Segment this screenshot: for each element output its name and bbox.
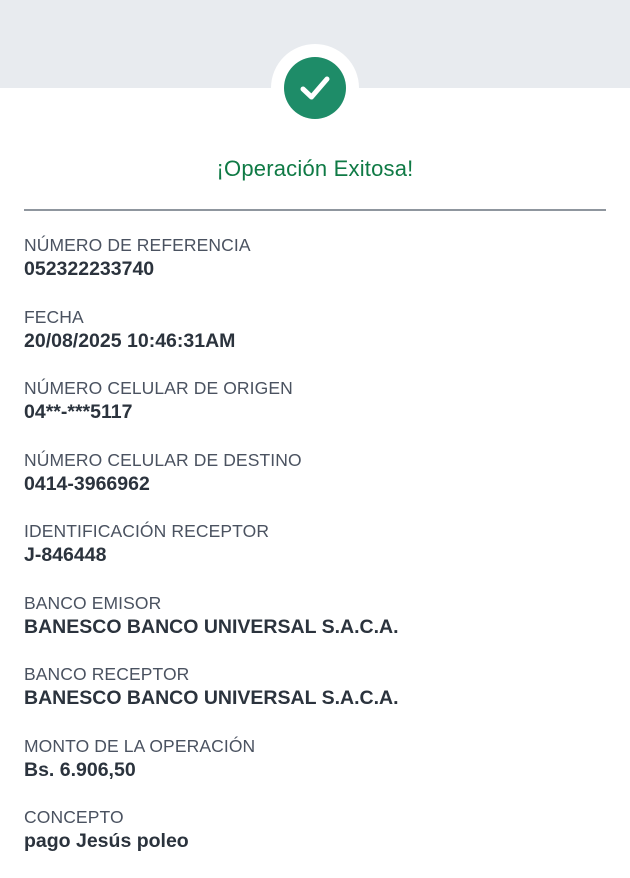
field-label: BANCO EMISOR [24, 592, 162, 613]
field-value: J-846448 [24, 544, 107, 566]
field-amount [24, 735, 606, 807]
field-value: 04**-***5117 [24, 401, 133, 423]
field-origin-phone [24, 377, 606, 449]
field-concept [24, 806, 606, 878]
field-issuing-bank [24, 592, 606, 664]
field-label: CONCEPTO [24, 807, 124, 827]
field-label: NÚMERO CELULAR DE ORIGEN [24, 378, 293, 398]
field-value: BANESCO BANCO UNIVERSAL S.A.C.A. [24, 687, 399, 709]
field-receiver-id [24, 520, 606, 592]
field-label: NÚMERO DE REFERENCIA [24, 235, 251, 255]
field-value: Bs. 6.906,50 [24, 758, 136, 781]
check-icon [295, 68, 335, 108]
field-label: NÚMERO CELULAR DE DESTINO [24, 449, 302, 470]
field-date [24, 306, 606, 378]
receipt-details [24, 234, 606, 878]
field-label: FECHA [24, 306, 84, 327]
field-value: 052322233740 [24, 258, 155, 280]
field-reference-number [24, 234, 606, 306]
field-receiving-bank [24, 663, 606, 735]
divider [24, 209, 606, 211]
field-value: pago Jesús poleo [24, 830, 189, 852]
field-value: 20/08/2025 10:46:31AM [24, 329, 236, 352]
field-value: BANESCO BANCO UNIVERSAL S.A.C.A. [24, 615, 399, 638]
field-label: BANCO RECEPTOR [24, 664, 190, 684]
field-value: 0414-3966962 [24, 472, 150, 495]
field-label: IDENTIFICACIÓN RECEPTOR [24, 521, 270, 541]
success-badge [284, 57, 346, 119]
field-label: MONTO DE LA OPERACIÓN [24, 735, 256, 756]
success-title: ¡Operación Exitosa! [216, 156, 414, 181]
field-destination-phone [24, 449, 606, 521]
